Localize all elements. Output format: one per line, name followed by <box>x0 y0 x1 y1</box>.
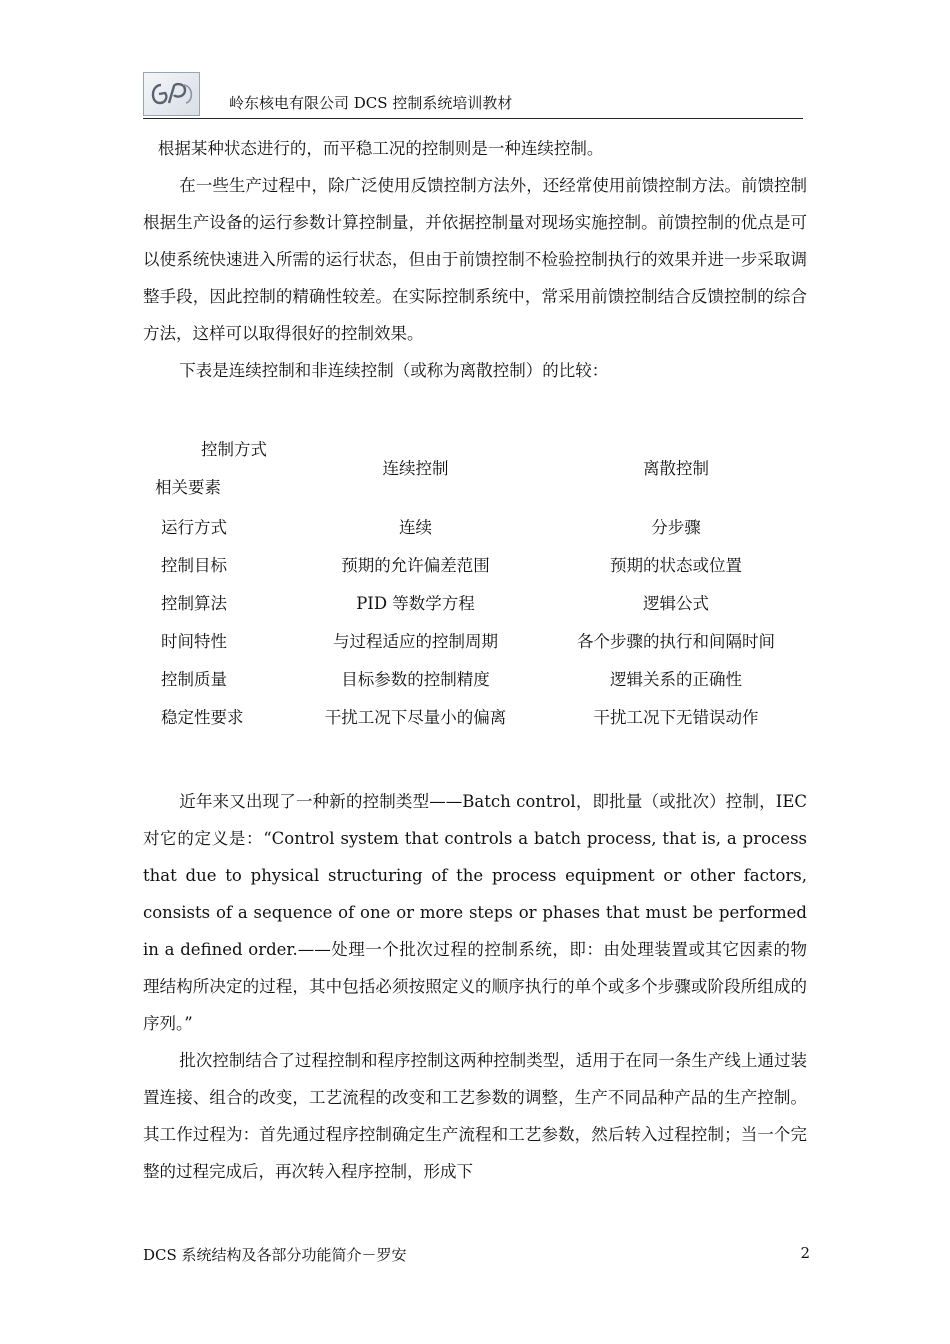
table-row <box>143 506 807 544</box>
row-continuous: 目标参数的控制精度 <box>341 670 490 689</box>
row-continuous: 连续 <box>399 518 432 537</box>
row-discrete: 预期的状态或位置 <box>610 556 742 575</box>
footer-title: DCS 系统结构及各部分功能简介－罗安 <box>143 1246 407 1264</box>
row-discrete: 逻辑公式 <box>643 594 709 613</box>
header-factors: 相关要素 <box>155 478 221 497</box>
row-factor: 运行方式 <box>161 518 227 537</box>
page-header <box>143 72 803 120</box>
table-row <box>143 582 807 620</box>
paragraph: 在一些生产过程中，除广泛使用反馈控制方法外，还经常使用前馈控制方法。前馈控制根据生产设备的运行参数计算控制量，并依据控制量对现场实施控制。前馈控制的优点是可以使系统快速进入所需的运行状态，但由于前馈控制不检验控制执行的效果并进一步采取调整手段，因此控制的精确性较差。在实际控制系统中，常采用前馈控制结合反馈控制的综合方法，这样可以取得很好的控制效果。 <box>143 176 807 343</box>
header-control-mode: 控制方式 <box>201 440 267 459</box>
table-row <box>143 620 807 658</box>
row-factor: 时间特性 <box>161 632 227 651</box>
header-discrete: 离散控制 <box>643 459 709 478</box>
row-continuous: 预期的允许偏差范围 <box>341 556 490 575</box>
body-text-bottom <box>143 783 807 1190</box>
header-title: 岭东核电有限公司 DCS 控制系统培训教材 <box>229 94 513 112</box>
row-continuous: 干扰工况下尽量小的偏离 <box>324 708 507 727</box>
row-discrete: 逻辑关系的正确性 <box>610 670 742 689</box>
paragraph: 下表是连续控制和非连续控制（或称为离散控制）的比较： <box>179 361 609 380</box>
row-factor: 控制算法 <box>161 594 227 613</box>
company-logo-icon <box>143 72 200 116</box>
page-number: 2 <box>800 1244 810 1262</box>
header-continuous: 连续控制 <box>382 459 449 478</box>
row-continuous: 与过程适应的控制周期 <box>333 632 498 651</box>
row-factor: 稳定性要求 <box>161 708 244 727</box>
table-row <box>143 696 807 734</box>
header-divider <box>143 118 803 119</box>
body-text-top <box>143 130 807 389</box>
table-row <box>143 658 807 696</box>
row-discrete: 分步骤 <box>651 518 701 537</box>
row-discrete: 各个步骤的执行和间隔时间 <box>577 632 775 651</box>
paragraph: 近年来又出现了一种新的控制类型——Batch control，即批量（或批次）控制，IEC 对它的定义是：“Control system that controls a batch process, that is, a process that due to physical structuring of the process equipment or other factors, consists of a sequence of one or more steps or phases that must be performed in a defined order.——处理一个批次过程的控制系统，即：由处理装置或其它因素的物理结构所决定的过程，其中包括必须按照定义的顺序执行的单个或多个步骤或阶段所组成的序列。” <box>143 792 807 1033</box>
paragraph: 批次控制结合了过程控制和程序控制这两种控制类型，适用于在同一条生产线上通过装置连接、组合的改变，工艺流程的改变和工艺参数的调整，生产不同品种产品的生产控制。其工作过程为：首先通过程序控制确定生产流程和工艺参数，然后转入过程控制；当一个完整的过程完成后，再次转入程序控制，形成下 <box>143 1051 807 1181</box>
paragraph: 根据某种状态进行的，而平稳工况的控制则是一种连续控制。 <box>157 139 604 158</box>
comparison-table <box>143 426 807 734</box>
table-row <box>143 544 807 582</box>
table-header <box>143 426 807 506</box>
row-discrete: 干扰工况下无错误动作 <box>593 708 759 727</box>
row-factor: 控制质量 <box>161 670 227 689</box>
row-factor: 控制目标 <box>161 556 227 575</box>
row-continuous: PID 等数学方程 <box>356 594 475 613</box>
